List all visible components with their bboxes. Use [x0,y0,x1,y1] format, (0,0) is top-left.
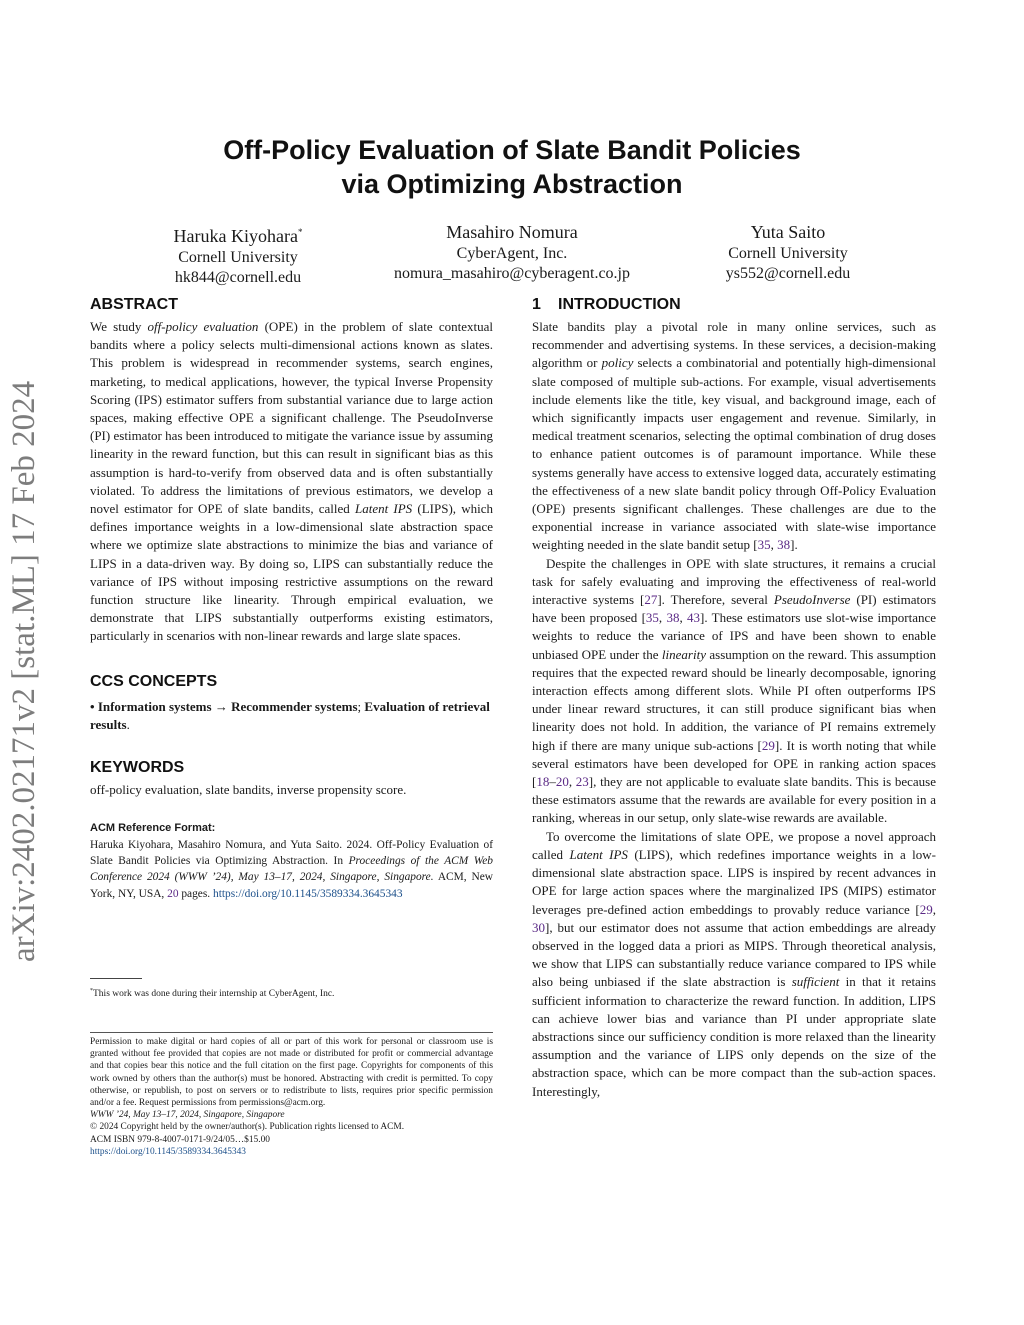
footnote: *This work was done during their internship at CyberAgent, Inc. [90,988,335,1000]
author-email: nomura_masahiro@cyberagent.co.jp [394,265,630,282]
permission-rule [90,1032,493,1033]
citation[interactable]: 30 [532,919,545,935]
author-name: Haruka Kiyohara [173,226,298,246]
ccs-concepts: • Information systems → Recommender systems; Evaluation of retrieval results. [90,698,490,732]
abstract-text: We study off-policy evaluation (OPE) in the problem of slate contextual bandits where a policy selects multi-dimensional actions known as slates. This problem is widespread in recommender systems, search engines, marketing, to medical applications, however, the typical Inverse Propensity Scoring (IPS) estimator suffers from substantial variance due to large action spaces, making effective OPE a significant challenge. The PseudoInverse (PI) estimator has been introduced to mitigate the variance issue by assuming linearity in the reward function, but this can result in significant bias as this assumption is hard-to-verify from observed data and is often substantially violated. To address the limitations of previous estimators, we develop a novel estimator for OPE of slate bandits, called Latent IPS (LIPS), which defines importance weights in a low-dimensional slate abstraction space where we optimize slate abstractions to minimize the bias and variance of LIPS in a data-driven way. By doing so, LIPS can substantially reduce the variance of IPS without imposing restrictive assumptions on the reward function structure like linearity. Through empirical evaluation, we demonstrate that LIPS substantially outperforms existing estimators, particularly in scenarios with non-linear rewards and large slate spaces. [90,319,493,644]
introduction-heading: 1 INTRODUCTION [532,296,681,313]
author-name: Yuta Saito [750,222,826,242]
citation[interactable]: 29 [761,737,775,753]
acm-reference-text: Haruka Kiyohara, Masahiro Nomura, and Yuta Saito. 2024. Off-Policy Evaluation of Slate Bandit Policies via Optimizing Abstraction. In Proceedings of the ACM Web Conference 2024 (WWW ’24), May 13–17, 2024, Singapore, Singapore. ACM, New York, NY, USA, 20 pages. https://doi.org/10.1145/3589334.3645343 [90,838,494,900]
permission-block [90,1036,493,1158]
title-line-1: Off-Policy Evaluation of Slate Bandit Policies [223,135,801,165]
permission-text: Permission to make digital or hard copies of all or part of this work for personal or classroom use is granted without fee provided that copies are not made or distributed for profit or commercial advantage and that copies bear this notice and the full citation on the first page. Copyrights for components of this work owned by others than the author(s) must be honored. Abstracting with credit is permitted. To copy otherwise, or republish, to post on servers or to redistribute to lists, requires prior specific permission and/or a fee. Request permissions from permissions@acm.org. [90,1037,493,1109]
intro-paragraph-1: Slate bandits play a pivotal role in many online services, such as recommender and advertising systems. In these services, a decision-making algorithm or policy selects a combinatorial and potentially high-dimensional slate composed of multiple sub-actions. For example, visual advertisements include elements like the title, key visual, and background image, each of which significantly impacts user engagement and revenue. Similarly, in medical treatment scenarios, selecting the optimal combination of drug doses to enhance patient outcomes is of paramount importance. While these systems generally have access to extensive logged data, accurately estimating the effectiveness of a new slate bandit policy through Off-Policy Evaluation (OPE) presents significant challenges. These challenges are due to the exponential increase in variance associated with slate-wise importance weighting needed in the slate bandit setup [35, 38]. [532,319,936,553]
citation[interactable]: 23 [575,774,589,790]
author-affiliation: Cornell University [178,249,298,266]
author-email: hk844@cornell.edu [174,269,302,286]
copyright-line: © 2024 Copyright held by the owner/author(s). Publication rights licensed to ACM. [90,1122,405,1133]
citation[interactable]: 43 [687,610,701,626]
author-name: Masahiro Nomura [446,222,578,242]
abstract-heading: ABSTRACT [90,296,178,313]
citation[interactable]: 35 [757,537,771,553]
intro-paragraph-3: To overcome the limitations of slate OPE, we propose a novel approach called Latent IPS (LIPS), which redefines importance weights in a low-dimensional slate abstraction space. LIPS is inspired by recent advances in OPE for large action spaces where the marginalized IPS (MIPS) estimator leverages pre-defined action embeddings to provably reduce variance [29, 30], but our estimator does not assume that action embeddings are already observed in the logged data a priori as MIPS. Through theoretical analysis, we show that LIPS can substantially reduce variance compared to IPS while also being unbiased if the slate abstraction is sufficient in that it retains sufficient information to characterize the reward function. In addition, LIPS can achieve lower bias and variance than PI under appropriate slate abstractions since our sufficiency condition is more relaxed than the linearity assumption and the variance of LIPS only depends on the size of the abstraction space, which can be more compact than the sub-action spaces. Interestingly, [532,828,936,1099]
ccs-heading: CCS CONCEPTS [90,672,218,690]
keywords-heading: KEYWORDS [90,758,185,776]
citation[interactable]: 18 [536,774,550,790]
author-block-2 [362,220,662,284]
citation[interactable]: 20 [555,774,569,790]
author-block-1 [138,220,338,288]
paper-title [0,133,1024,201]
citation[interactable]: 38 [777,537,791,553]
isbn-line: ACM ISBN 979-8-4007-0171-9/24/05…$15.00 [90,1134,270,1145]
right-column [532,293,936,1101]
permission-doi-link[interactable]: https://doi.org/10.1145/3589334.3645343 [90,1146,246,1157]
author-affiliation: Cornell University [728,245,848,262]
citation[interactable]: 38 [666,610,680,626]
citation[interactable]: 27 [644,592,658,608]
title-line-2: via Optimizing Abstraction [341,169,683,199]
doi-link[interactable]: https://doi.org/10.1145/3589334.3645343 [213,887,403,900]
venue-line: WWW ’24, May 13–17, 2024, Singapore, Singapore [90,1110,285,1121]
keywords-text: off-policy evaluation, slate bandits, inverse propensity score. [90,781,407,797]
pages-link[interactable]: 20 [167,887,179,900]
author-affiliation: CyberAgent, Inc. [456,245,568,262]
citation[interactable]: 29 [919,901,933,917]
acm-reference-heading: ACM Reference Format: [90,821,216,834]
left-column [90,293,493,902]
author-footnote-mark: * [297,227,303,237]
footnote-rule [90,978,142,979]
intro-paragraph-2: Despite the challenges in OPE with slate structures, it remains a crucial task for safely evaluating and improving the effectiveness of real-world interactive systems [27]. Therefore, several PseudoInverse (PI) estimators have been proposed [35, 38, 43]. These estimators use slot-wise importance weights to reduce the variance of IPS and have been shown to enable unbiased OPE under the linearity assumption on the reward. This assumption requires that the expected reward should be linearly decomposable, ignoring interaction effects among different slots. While PI often outperforms IPS under linear reward structures, it can still produce significant bias when linearity does not hold. In addition, the variance of PI remains extremely high if there are many unique sub-actions [29]. It is worth noting that while several estimators have been developed for OPE in ranking action spaces [18–20, 23], they are not applicable to evaluate slate bandits. This is because these estimators assume that the rewards are available for every position in a ranking, whereas in our setup, only slate-wise rewards are available. [532,555,937,826]
author-email: ys552@cornell.edu [725,265,851,282]
arxiv-stamp: arXiv:2402.02171v2 [stat.ML] 17 Feb 2024 [6,380,42,962]
author-block-3 [688,220,888,284]
citation[interactable]: 35 [645,610,659,626]
